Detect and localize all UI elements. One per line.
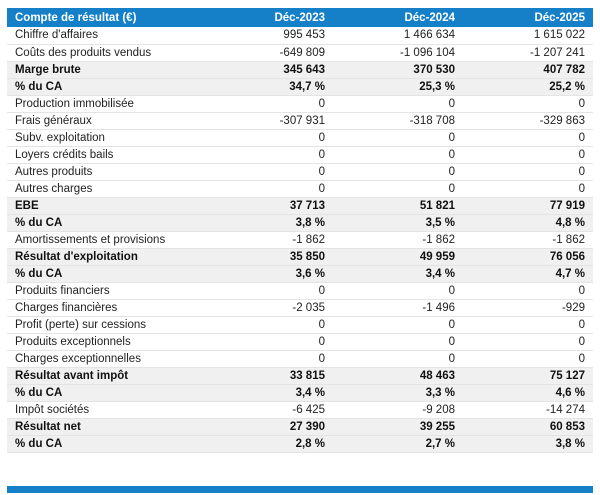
row-value: 0 bbox=[463, 282, 593, 299]
row-value: -1 862 bbox=[333, 231, 463, 248]
table-row bbox=[7, 231, 593, 248]
row-value: 0 bbox=[463, 333, 593, 350]
row-value: 3,3 % bbox=[333, 384, 463, 401]
row-value: 1 466 634 bbox=[333, 27, 463, 44]
row-value: 37 713 bbox=[203, 197, 333, 214]
row-label: Résultat d'exploitation bbox=[7, 248, 203, 265]
table-row bbox=[7, 282, 593, 299]
row-value: -929 bbox=[463, 299, 593, 316]
row-value: 0 bbox=[463, 163, 593, 180]
row-value: 4,8 % bbox=[463, 214, 593, 231]
row-value: 0 bbox=[203, 146, 333, 163]
table-row bbox=[7, 299, 593, 316]
row-value: 3,8 % bbox=[463, 435, 593, 452]
row-value: 77 919 bbox=[463, 197, 593, 214]
row-value: 34,7 % bbox=[203, 78, 333, 95]
column-header-dec-2024: Déc-2024 bbox=[333, 8, 463, 27]
table-row bbox=[7, 316, 593, 333]
row-value: 0 bbox=[203, 282, 333, 299]
row-value: 0 bbox=[203, 316, 333, 333]
row-label: Subv. exploitation bbox=[7, 129, 203, 146]
row-value: 2,7 % bbox=[333, 435, 463, 452]
row-value: 51 821 bbox=[333, 197, 463, 214]
table-row bbox=[7, 44, 593, 61]
row-label: Résultat net bbox=[7, 418, 203, 435]
row-label: % du CA bbox=[7, 214, 203, 231]
row-value: 35 850 bbox=[203, 248, 333, 265]
row-value: 345 643 bbox=[203, 61, 333, 78]
row-value: -1 862 bbox=[203, 231, 333, 248]
row-value: -307 931 bbox=[203, 112, 333, 129]
row-value: 33 815 bbox=[203, 367, 333, 384]
row-value: -1 207 241 bbox=[463, 44, 593, 61]
row-value: 3,4 % bbox=[203, 384, 333, 401]
row-value: 0 bbox=[203, 129, 333, 146]
row-label: Chiffre d'affaires bbox=[7, 27, 203, 44]
row-label: Autres charges bbox=[7, 180, 203, 197]
row-label: Amortissements et provisions bbox=[7, 231, 203, 248]
table-row bbox=[7, 401, 593, 418]
row-value: 3,4 % bbox=[333, 265, 463, 282]
row-value: 1 615 022 bbox=[463, 27, 593, 44]
row-value: 25,2 % bbox=[463, 78, 593, 95]
row-value: 0 bbox=[203, 333, 333, 350]
row-value: -1 496 bbox=[333, 299, 463, 316]
column-header-dec-2023: Déc-2023 bbox=[203, 8, 333, 27]
row-value: 0 bbox=[333, 316, 463, 333]
row-label: Marge brute bbox=[7, 61, 203, 78]
row-label: Loyers crédits bails bbox=[7, 146, 203, 163]
table-header-row bbox=[7, 8, 593, 27]
row-label: Charges exceptionnelles bbox=[7, 350, 203, 367]
row-label: % du CA bbox=[7, 384, 203, 401]
row-value: -1 862 bbox=[463, 231, 593, 248]
column-header-dec-2025: Déc-2025 bbox=[463, 8, 593, 27]
row-label: Frais généraux bbox=[7, 112, 203, 129]
row-value: -2 035 bbox=[203, 299, 333, 316]
row-value: 0 bbox=[463, 95, 593, 112]
row-value: 0 bbox=[333, 333, 463, 350]
row-value: 995 453 bbox=[203, 27, 333, 44]
row-label: Produits exceptionnels bbox=[7, 333, 203, 350]
row-value: -6 425 bbox=[203, 401, 333, 418]
table-row bbox=[7, 163, 593, 180]
table-row bbox=[7, 384, 593, 401]
table-row bbox=[7, 435, 593, 452]
row-value: 27 390 bbox=[203, 418, 333, 435]
income-statement-table bbox=[7, 8, 593, 453]
table-row bbox=[7, 78, 593, 95]
table-row bbox=[7, 61, 593, 78]
row-value: 0 bbox=[203, 180, 333, 197]
row-value: 0 bbox=[333, 350, 463, 367]
row-value: -9 208 bbox=[333, 401, 463, 418]
row-label: % du CA bbox=[7, 435, 203, 452]
row-label: Production immobilisée bbox=[7, 95, 203, 112]
row-value: 0 bbox=[203, 350, 333, 367]
table-row bbox=[7, 197, 593, 214]
row-label: Résultat avant impôt bbox=[7, 367, 203, 384]
row-value: 0 bbox=[333, 95, 463, 112]
row-label: Profit (perte) sur cessions bbox=[7, 316, 203, 333]
row-value: -329 863 bbox=[463, 112, 593, 129]
row-value: 76 056 bbox=[463, 248, 593, 265]
row-value: -14 274 bbox=[463, 401, 593, 418]
row-label: Produits financiers bbox=[7, 282, 203, 299]
row-value: -649 809 bbox=[203, 44, 333, 61]
row-value: 370 530 bbox=[333, 61, 463, 78]
row-label: % du CA bbox=[7, 78, 203, 95]
table-row bbox=[7, 146, 593, 163]
row-value: 407 782 bbox=[463, 61, 593, 78]
table-row bbox=[7, 333, 593, 350]
row-value: 0 bbox=[333, 129, 463, 146]
row-value: 75 127 bbox=[463, 367, 593, 384]
row-value: 4,6 % bbox=[463, 384, 593, 401]
row-value: 25,3 % bbox=[333, 78, 463, 95]
row-value: 3,6 % bbox=[203, 265, 333, 282]
row-value: 0 bbox=[463, 180, 593, 197]
table-row bbox=[7, 129, 593, 146]
table-row bbox=[7, 95, 593, 112]
row-value: 0 bbox=[333, 146, 463, 163]
table-title: Compte de résultat (€) bbox=[7, 8, 203, 27]
table-row bbox=[7, 418, 593, 435]
table-row bbox=[7, 350, 593, 367]
row-value: 3,5 % bbox=[333, 214, 463, 231]
table-row bbox=[7, 367, 593, 384]
table-row bbox=[7, 27, 593, 44]
row-value: 48 463 bbox=[333, 367, 463, 384]
row-value: 0 bbox=[333, 180, 463, 197]
row-value: 4,7 % bbox=[463, 265, 593, 282]
row-label: EBE bbox=[7, 197, 203, 214]
row-value: 0 bbox=[463, 316, 593, 333]
table-row bbox=[7, 248, 593, 265]
row-value: -1 096 104 bbox=[333, 44, 463, 61]
row-label: Charges financières bbox=[7, 299, 203, 316]
row-value: 0 bbox=[463, 350, 593, 367]
row-value: 0 bbox=[203, 163, 333, 180]
row-label: Impôt sociétés bbox=[7, 401, 203, 418]
row-value: 3,8 % bbox=[203, 214, 333, 231]
row-value: 0 bbox=[333, 163, 463, 180]
row-value: 39 255 bbox=[333, 418, 463, 435]
row-value: 0 bbox=[203, 95, 333, 112]
row-value: 49 959 bbox=[333, 248, 463, 265]
table-footer-bar bbox=[7, 486, 593, 493]
row-value: 0 bbox=[463, 146, 593, 163]
table-row bbox=[7, 180, 593, 197]
row-label: % du CA bbox=[7, 265, 203, 282]
row-label: Coûts des produits vendus bbox=[7, 44, 203, 61]
row-label: Autres produits bbox=[7, 163, 203, 180]
row-value: 60 853 bbox=[463, 418, 593, 435]
row-value: 0 bbox=[463, 129, 593, 146]
row-value: 0 bbox=[333, 282, 463, 299]
row-value: -318 708 bbox=[333, 112, 463, 129]
table-row bbox=[7, 214, 593, 231]
table-row bbox=[7, 265, 593, 282]
table-row bbox=[7, 112, 593, 129]
row-value: 2,8 % bbox=[203, 435, 333, 452]
